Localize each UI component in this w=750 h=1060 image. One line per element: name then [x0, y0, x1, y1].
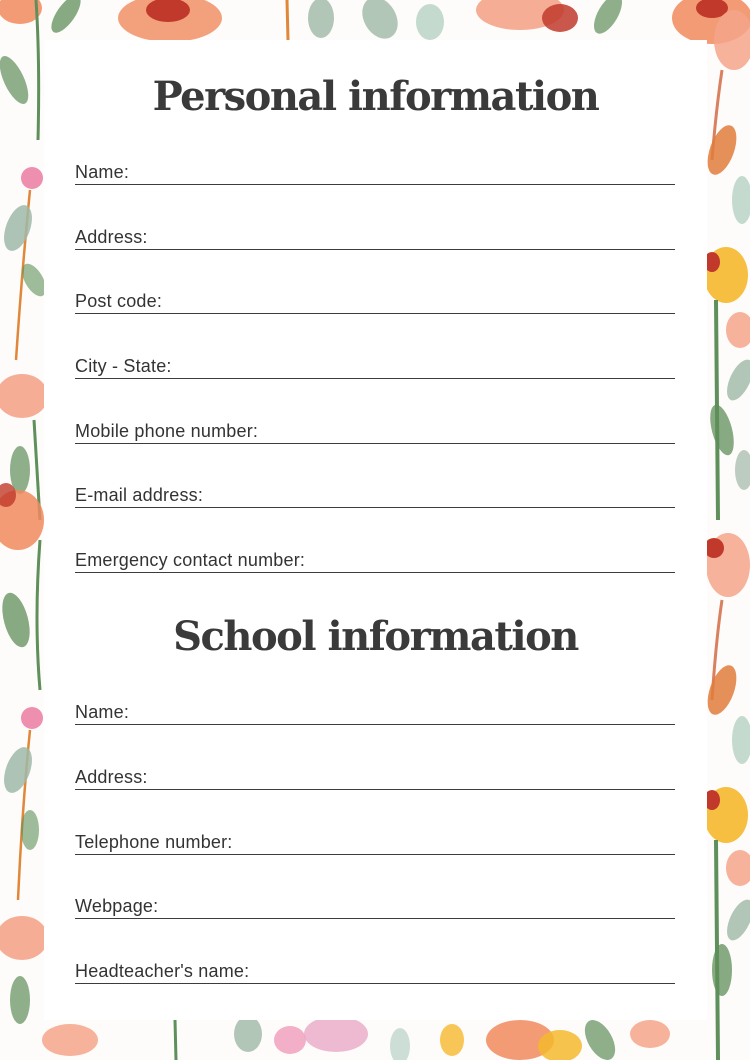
- flower-top-center-left: [118, 0, 444, 45]
- personal-emergency-contact-field[interactable]: [75, 548, 675, 573]
- school-name-field[interactable]: [75, 700, 675, 725]
- field-label: Webpage:: [75, 896, 159, 916]
- flower-cluster-right-3: [702, 533, 750, 764]
- field-label: Address:: [75, 767, 148, 787]
- school-telephone-field[interactable]: [75, 830, 675, 855]
- school-webpage-field[interactable]: [75, 894, 675, 919]
- personal-mobile-phone-field[interactable]: [75, 419, 675, 444]
- personal-info-title: Personal information: [152, 73, 599, 120]
- school-headteacher-field[interactable]: [75, 959, 675, 984]
- field-label: Address:: [75, 227, 148, 247]
- personal-city-state-field[interactable]: [75, 354, 675, 379]
- field-label: City - State:: [75, 356, 172, 376]
- field-label: Post code:: [75, 291, 163, 311]
- school-info-title: School information: [173, 613, 578, 660]
- form-sheet: [44, 40, 707, 1020]
- field-label: E-mail address:: [75, 485, 204, 505]
- field-label: Name:: [75, 162, 130, 182]
- personal-address-field[interactable]: [75, 225, 675, 250]
- field-label: Telephone number:: [75, 832, 233, 852]
- field-label: Name:: [75, 702, 130, 722]
- flower-cluster-right-2: [704, 247, 750, 520]
- field-label: Headteacher's name:: [75, 961, 250, 981]
- personal-post-code-field[interactable]: [75, 289, 675, 314]
- flower-cluster-right-4: [704, 787, 750, 1060]
- flower-cluster-left-3: [0, 707, 48, 1024]
- school-address-field[interactable]: [75, 765, 675, 790]
- personal-name-field[interactable]: [75, 160, 675, 185]
- field-label: Emergency contact number:: [75, 550, 306, 570]
- field-label: Mobile phone number:: [75, 421, 259, 441]
- personal-email-field[interactable]: [75, 483, 675, 508]
- flower-cluster-top-right: [476, 0, 750, 44]
- flower-cluster-bottom: [42, 1015, 670, 1060]
- flower-cluster-left-2: [0, 374, 48, 690]
